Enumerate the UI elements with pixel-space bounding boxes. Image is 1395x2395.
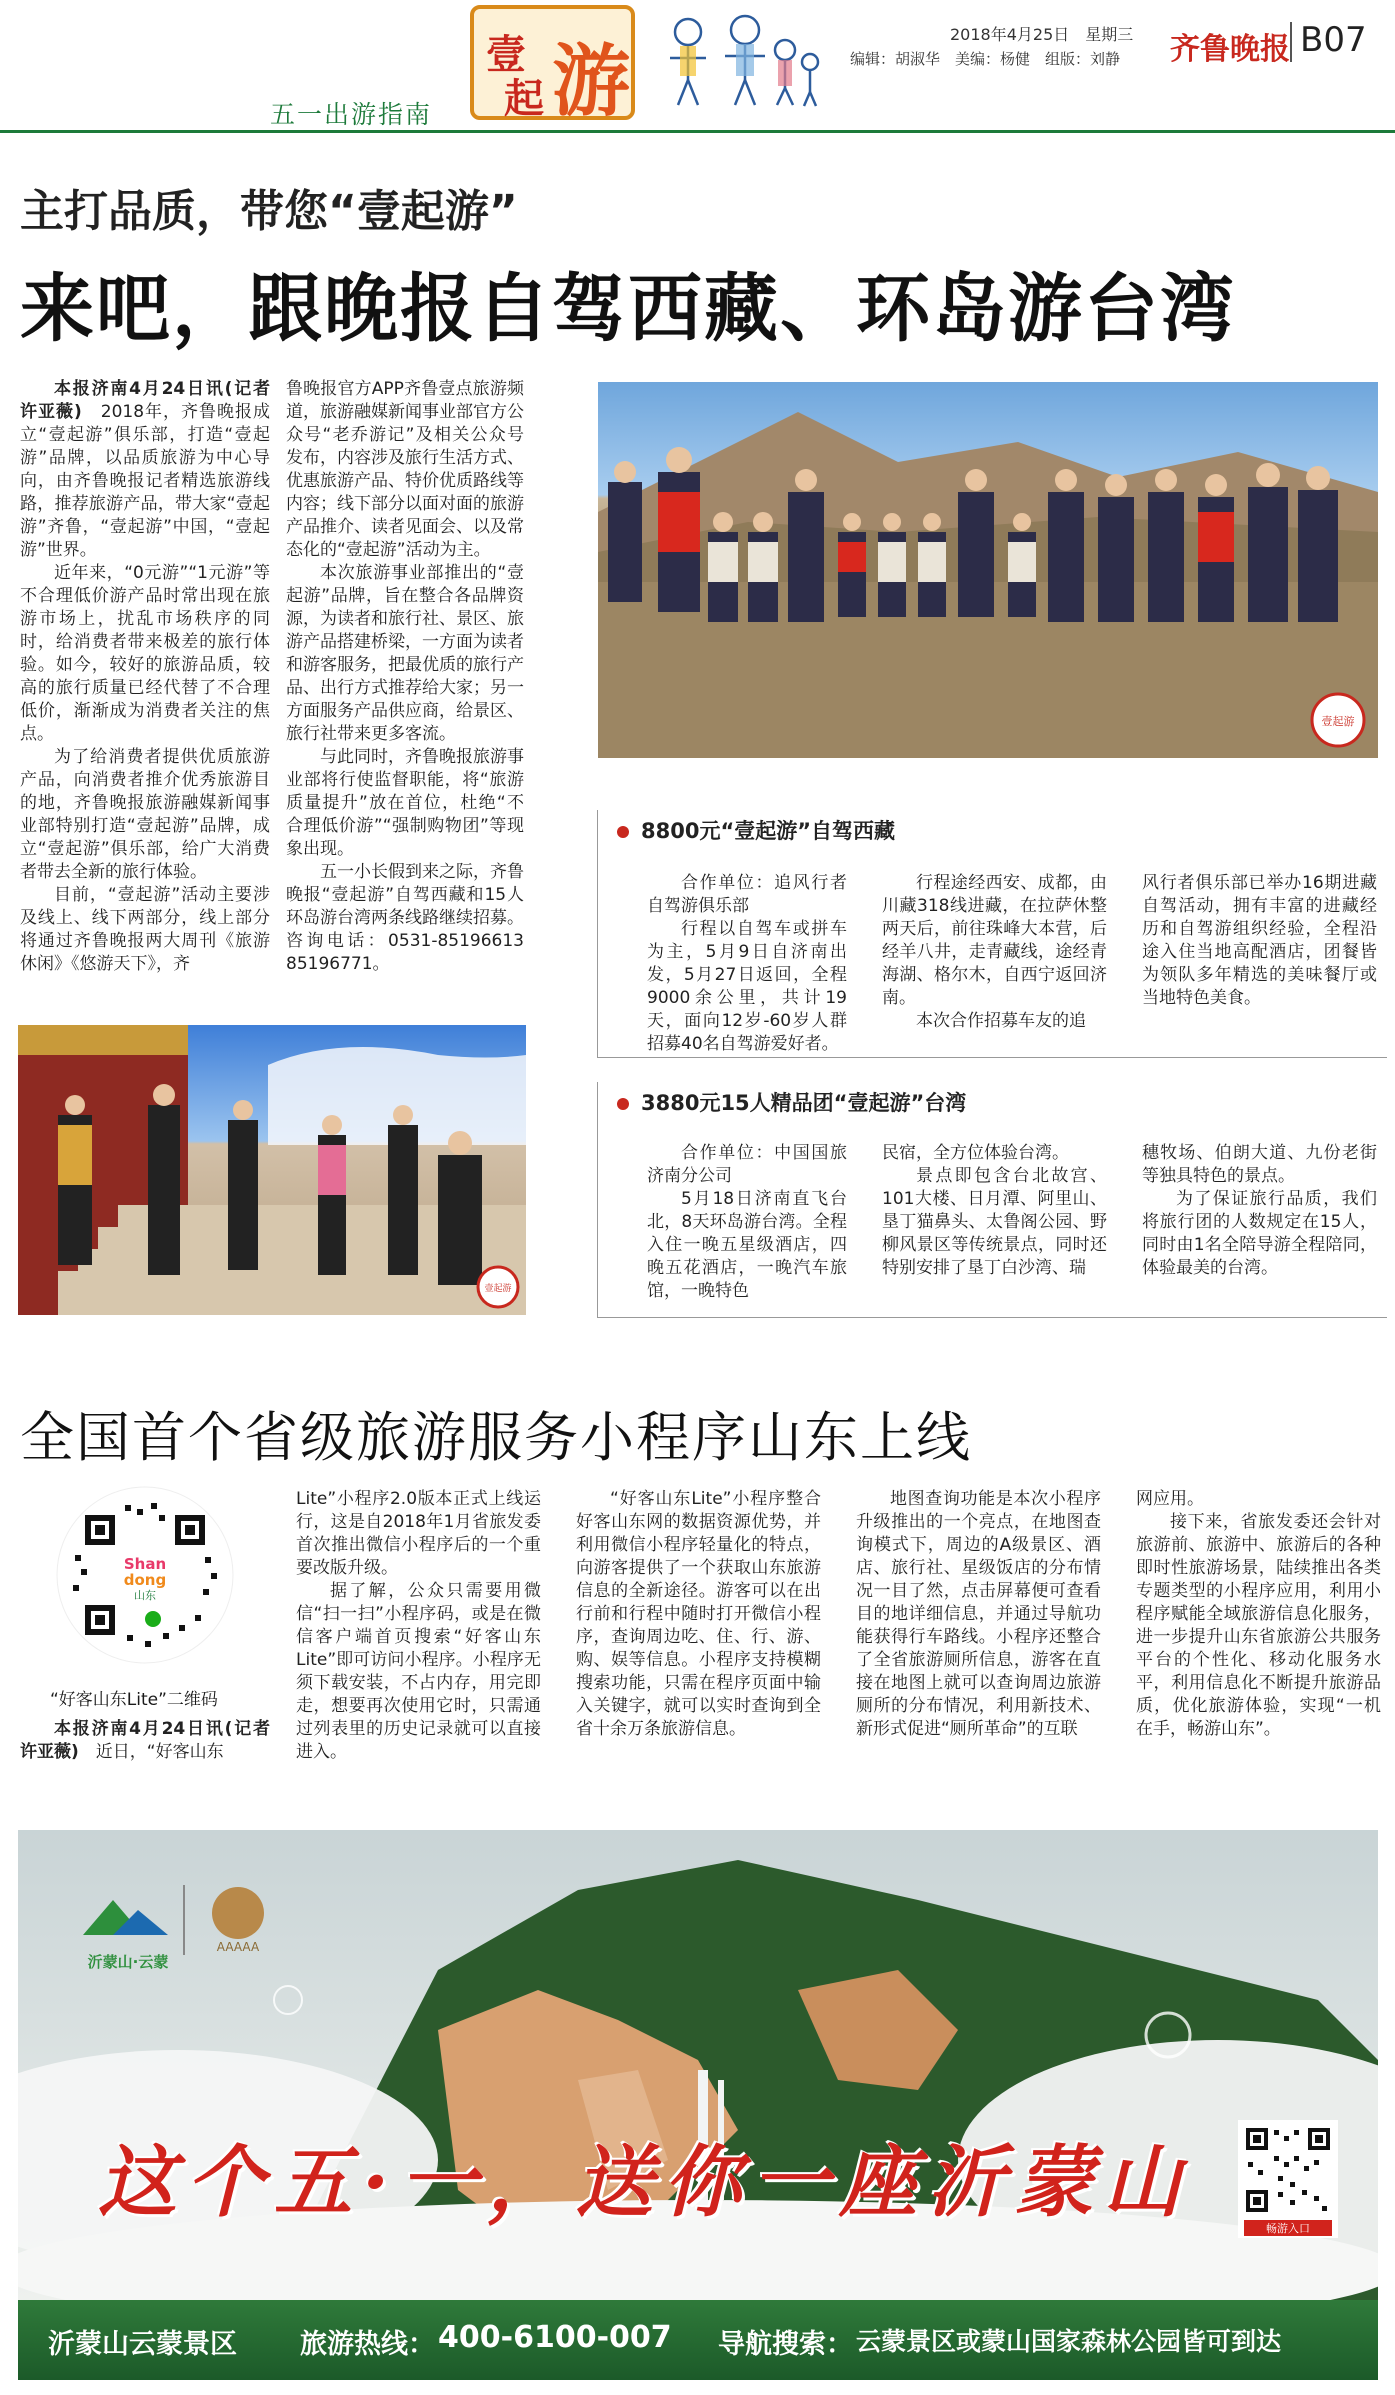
ad-scenic-name: 沂蒙山云蒙景区 — [48, 2329, 237, 2360]
story1-column-1 — [20, 378, 287, 976]
tibet-column-2 — [882, 872, 1107, 1033]
qr-brand-line-2: dong — [123, 1571, 167, 1589]
story1-para-3: 为了给消费者提供优质旅游产品，向消费者推介优秀旅游目的地，齐鲁晚报旅游融媒新闻事业部特别打造“壹起游”品牌，成立“壹起游”俱乐部，给广大消费者带去全新的旅行体验。 — [20, 747, 270, 882]
story2-para-5: 网应用。 — [1136, 1489, 1204, 1509]
qr-entry-label: 畅游入口 — [1244, 2220, 1332, 2236]
section-title: 五一出游指南 — [270, 100, 433, 129]
story1-para-1: 2018年，齐鲁晚报成立“壹起游”俱乐部，打造“壹起游”品牌，以品质旅游为中心导向，由齐鲁晚报记者精选旅游线路，推荐旅游产品，带大家“壹起游”齐鲁，“壹起游”中国，“壹起游”世界。 — [20, 402, 271, 560]
story1-kicker: 主打品质，带您“壹起游” — [20, 186, 518, 237]
story1-headline: 来吧，跟晚报自驾西藏、环岛游台湾 — [20, 266, 1236, 352]
story1-para-8: 五一小长假到来之际，齐鲁晚报“壹起游”自驾西藏和15人环岛游台湾两条线路继续招募。咨询电话：0531-85196613 85196771。 — [286, 862, 541, 974]
issue-date: 2018年4月25日 星期三 — [950, 25, 1134, 44]
story2-headline: 全国首个省级旅游服务小程序山东上线 — [20, 1406, 972, 1469]
shandong-qr-code — [55, 1485, 235, 1665]
logo-char-3: 游 — [552, 36, 631, 127]
bullet-dot — [617, 1098, 629, 1110]
taiwan-para-4: 景点即包含台北故宫、101大楼、日月潭、阿里山、垦丁猫鼻头、太鲁阁公园、野柳风景区等传统景点，同时还特别安排了垦丁白沙湾、瑞 — [882, 1166, 1107, 1278]
story1-dateline: 本报济南4月24日讯(记者 许亚薇) — [20, 379, 287, 422]
story1-para-4: 目前，“壹起游”活动主要涉及线上、线下两部分，线上部分将通过齐鲁晚报两大周刊《旅游休闲》《悠游天下》，齐 — [20, 885, 270, 974]
page-number: B07 — [1300, 20, 1367, 60]
story2-para-6: 接下来，省旅发委还会针对旅游前、旅游中、旅游后的各种即时性旅游场景，陆续推出各类专题类型的小程序应用，利用小程序赋能全域旅游信息化服务，进一步提升山东省旅游公共服务平台的个性化、移动化服务水平，利用信息化不断提升旅游品质，优化旅游体验，实现“一机在手，畅游山东”。 — [1136, 1512, 1381, 1739]
tibet-group-photo — [598, 382, 1378, 758]
bullet-dot — [617, 826, 629, 838]
story1-para-5: 鲁晚报官方APP齐鲁壹点旅游频道，旅游融媒新闻事业部官方公众号“老乔游记”及相关公众号发布，内容涉及旅行生活方式、优惠旅游产品、特价优质路线等内容；线下部分以面对面的旅游产品推介、读者见面会、以及常态化的“壹起游”活动为主。 — [286, 379, 524, 560]
photo-stamp-1: 壹起游 — [1321, 715, 1355, 728]
photo-stamp-2: 壹起游 — [484, 1284, 512, 1294]
story2-dateline: 本报济南4月24日讯(记者 许亚薇) — [20, 1719, 287, 1762]
story1-para-7: 与此同时，齐鲁晚报旅游事业部将行使监督职能，将“旅游质量提升”放在首位，杜绝“不合理低价游”“强制购物团”等现象出现。 — [286, 747, 524, 859]
taiwan-para-5: 穗牧场、伯朗大道、九份老街等独具特色的景点。 — [1142, 1143, 1377, 1186]
taiwan-para-1: 合作单位：中国国旅济南分公司 — [647, 1143, 847, 1186]
editor-credits: 编辑：胡淑华 美编：杨健 组版：刘静 — [850, 50, 1121, 68]
ad-qr-code — [1238, 2120, 1338, 2238]
ad-slogan: 这个五·一，送你一座沂蒙山 — [98, 2137, 1192, 2228]
tibet-para-1: 合作单位：追风行者自驾游俱乐部 — [647, 873, 847, 916]
taiwan-para-6: 为了保证旅行品质，我们将旅行团的人数规定在15人，同时由1名全陪导游全程陪同，体验最美的台湾。 — [1142, 1189, 1377, 1278]
ad-nav-label: 导航搜索： — [718, 2329, 853, 2360]
qr-brand-line-3: 山东 — [134, 1589, 156, 1602]
story1-para-2: 近年来，“0元游”“1元游”等不合理低价游产品时常出现在旅游市场上，扰乱市场秩序的同时，给消费者带来极差的旅行体验。如今，较好的旅游品质，较高的旅行质量已经代替了不合理低价，渐渐成为消费者关注的焦点。 — [20, 563, 270, 744]
story1-para-6: 本次旅游事业部推出的“壹起游”品牌，旨在整合各品牌资源，为读者和旅行社、景区、旅游产品搭建桥梁，一方面为读者和游客服务，把最优质的旅行产品、出行方式推荐给大家；另一方面服务产品供应商，给景区、旅行社带来更多客流。 — [286, 563, 524, 744]
tibet-column-3 — [1142, 872, 1377, 1010]
masthead — [0, 0, 1395, 140]
group-stairs-photo — [18, 1025, 526, 1315]
tibet-para-3: 行程途经西安、成都，由川藏318线进藏，在拉萨休整两天后，前往珠峰大本营，后经羊八井，走青藏线，途经青海湖、格尔木，自西宁返回济南。 — [882, 873, 1107, 1008]
story2-para-1: Lite”小程序2.0版本正式上线运行，这是自2018年1月省旅发委首次推出微信小程序后的一个重要改版升级。 — [296, 1489, 541, 1578]
tibet-para-5: 风行者俱乐部已举办16期进藏自驾活动，拥有丰富的进藏经历和自驾游组织经验，全程沿途入住当地高配酒店，团餐皆为领队多年精选的美味餐厅或当地特色美食。 — [1142, 873, 1377, 1008]
story2-column-1 — [296, 1488, 541, 1764]
taiwan-column-2 — [882, 1142, 1107, 1280]
header-rule — [0, 130, 1395, 133]
story2-para-2: 据了解，公众只需要用微信“扫一扫”小程序码，或是在微信客户端首页搜索“好客山东Lite”即可访问小程序。小程序无须下载安装，不占内存，用完即走，想要再次使用它时，只需通过列表里的历史记录就可以直接进入。 — [296, 1581, 541, 1762]
qr-brand-line-1: Shan — [123, 1555, 167, 1573]
story2-column-4 — [1136, 1488, 1381, 1741]
qr-caption: “好客山东Lite”二维码 — [50, 1690, 218, 1710]
taiwan-column-1 — [647, 1142, 847, 1303]
tibet-box — [597, 810, 1387, 1058]
taiwan-box — [597, 1082, 1387, 1318]
taiwan-para-2: 5月18日济南直飞台北，8天环岛游台湾。全程入住一晚五星级酒店，四晚五花酒店，一晚汽车旅馆，一晚特色 — [647, 1189, 847, 1301]
story1-column-2 — [286, 378, 541, 976]
yiqiyou-logo — [470, 5, 635, 127]
logo-char-2: 起 — [504, 75, 544, 122]
ad-nav-text: 云蒙景区或蒙山国家森林公园皆可到达 — [856, 2327, 1282, 2356]
header-divider — [1290, 22, 1292, 62]
logo-char-1: 壹 — [486, 31, 526, 78]
taiwan-title: 3880元15人精品团“壹起游”台湾 — [617, 1087, 966, 1117]
story2-column-3 — [856, 1488, 1101, 1741]
story2-column-2 — [576, 1488, 821, 1741]
story2-para-3: “好客山东Lite”小程序整合好客山东网的数据资源优势，并利用微信小程序轻量化的特点，向游客提供了一个获取山东旅游信息的全新途径。游客可以在出行前和行程中随时打开微信小程序，查询周边吃、住、行、游、购、娱等信息。小程序支持模糊搜索功能，只需在程序页面中输入关键字，就可以实时查询到全省十余万条旅游信息。 — [576, 1489, 821, 1739]
ad-hotline-label: 旅游热线： — [300, 2329, 435, 2360]
ad-logo-text: 沂蒙山·云蒙 — [87, 1953, 169, 1971]
ad-hotline-number: 400-6100-007 — [438, 2320, 672, 2355]
tibet-para-2: 行程以自驾车或拼车为主，5月9日自济南出发，5月27日返回，全程9000余公里，共计19天，面向12岁-60岁人群招募40名自驾游爱好者。 — [647, 919, 847, 1054]
story2-lead: 近日，“好客山东 — [95, 1742, 224, 1762]
yimeng-mountain-ad — [18, 1830, 1378, 2380]
taiwan-para-3: 民宿，全方位体验台湾。 — [882, 1143, 1069, 1163]
tibet-para-4: 本次合作招募车友的追 — [916, 1011, 1086, 1031]
taiwan-column-3 — [1142, 1142, 1377, 1280]
story2-para-4: 地图查询功能是本次小程序升级推出的一个亮点，在地图查询模式下，周边的A级景区、酒店、旅行社、星级饭店的分布情况一目了然，点击屏幕便可查看目的地详细信息，并通过导航功能获得行车路线。小程序还整合了全省旅游厕所信息，游客在直接在地图上就可以查询周边旅游厕所的分布情况，利用新技术、新形式促进“厕所革命”的互联 — [856, 1489, 1101, 1739]
family-illustration — [650, 10, 830, 110]
tibet-column-1 — [647, 872, 847, 1056]
newspaper-brand: 齐鲁晚报 — [1170, 32, 1290, 67]
yimeng-logo — [73, 1875, 293, 1985]
ad-info-bar — [18, 2300, 1378, 2380]
story2-column-0 — [20, 1718, 287, 1764]
tibet-title: 8800元“壹起游”自驾西藏 — [617, 815, 895, 845]
ad-rating: AAAAA — [216, 1940, 260, 1954]
